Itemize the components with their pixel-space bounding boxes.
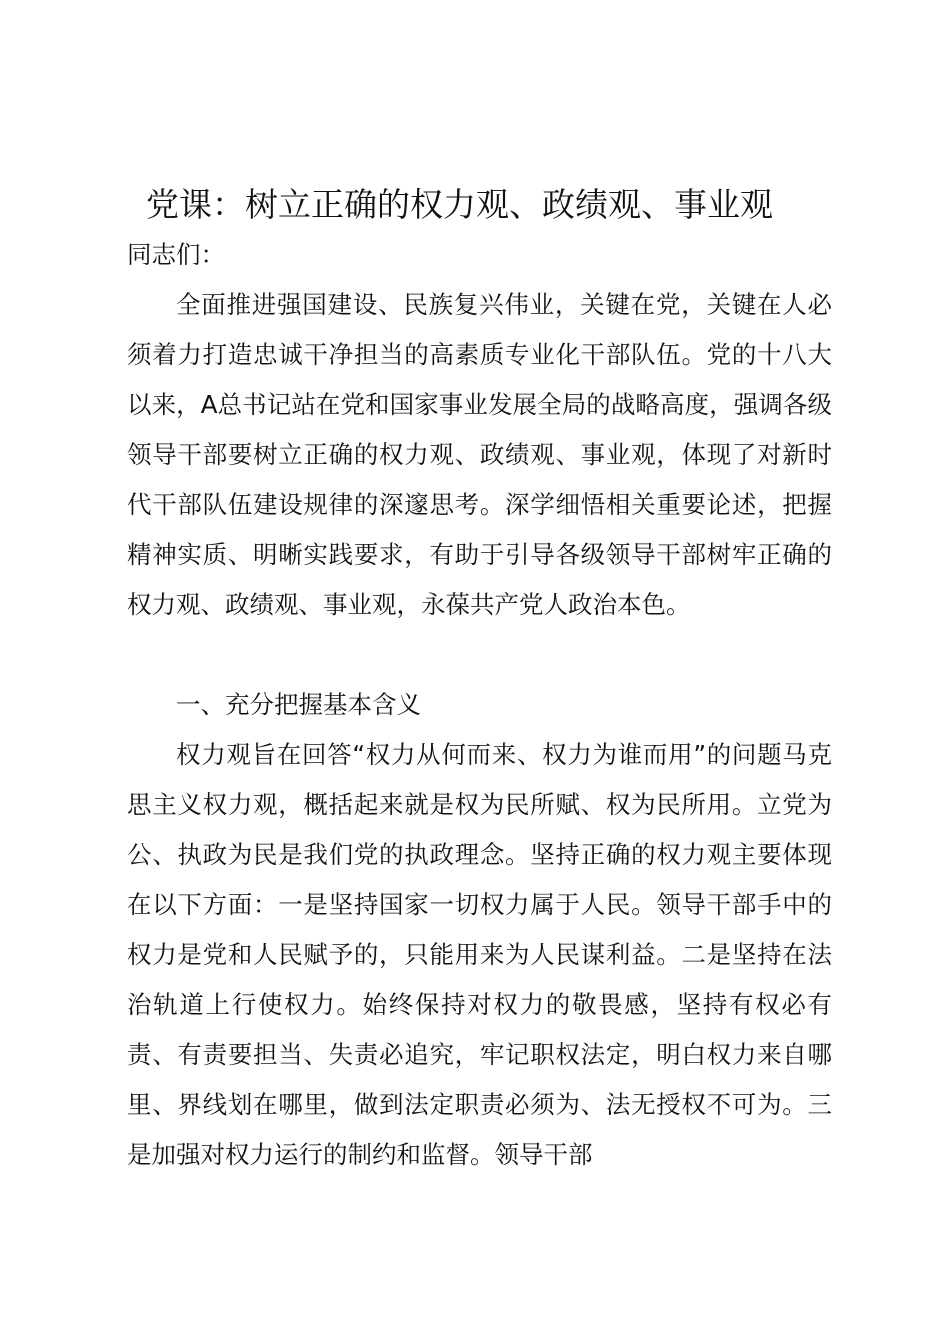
paragraph-power-view: 权力观旨在回答“权力从何而来、权力为谁而用”的问题马克思主义权力观，概括起来就是权为民所赋、权为民所用。立党为公、执政为民是我们党的执政理念。坚持正确的权力观主要体现在以下方面：一是坚持国家一切权力属于人民。领导干部手中的权力是党和人民赋予的，只能用来为人民谋利益。二是坚持在法治轨道上行使权力。始终保持对权力的敬畏感，坚持有权必有责、有责要担当、失责必追究，牢记职权法定，明白权力来自哪里、界线划在哪里，做到法定职责必须为、法无授权不可为。三是加强对权力运行的制约和监督。领导干部 — [127, 740, 832, 1169]
document-title: 党课：树立正确的权力观、政绩观、事业观 — [146, 185, 773, 224]
paragraph-intro: 全面推进强国建设、民族复兴伟业，关键在党，关键在人必须着力打造忠诚干净担当的高素质专业化干部队伍。党的十八大以来，A总书记站在党和国家事业发展全局的战略高度，强调各级领导干部要树立正确的权力观、政绩观、事业观，体现了对新时代干部队伍建设规律的深邃思考。深学细悟相关重要论述，把握精神实质、明晰实践要求，有助于引导各级领导干部树牢正确的权力观、政绩观、事业观，永葆共产党人政治本色。 — [127, 290, 832, 619]
section-heading: 一、充分把握基本含义 — [176, 690, 421, 719]
salutation: 同志们： — [127, 240, 225, 269]
